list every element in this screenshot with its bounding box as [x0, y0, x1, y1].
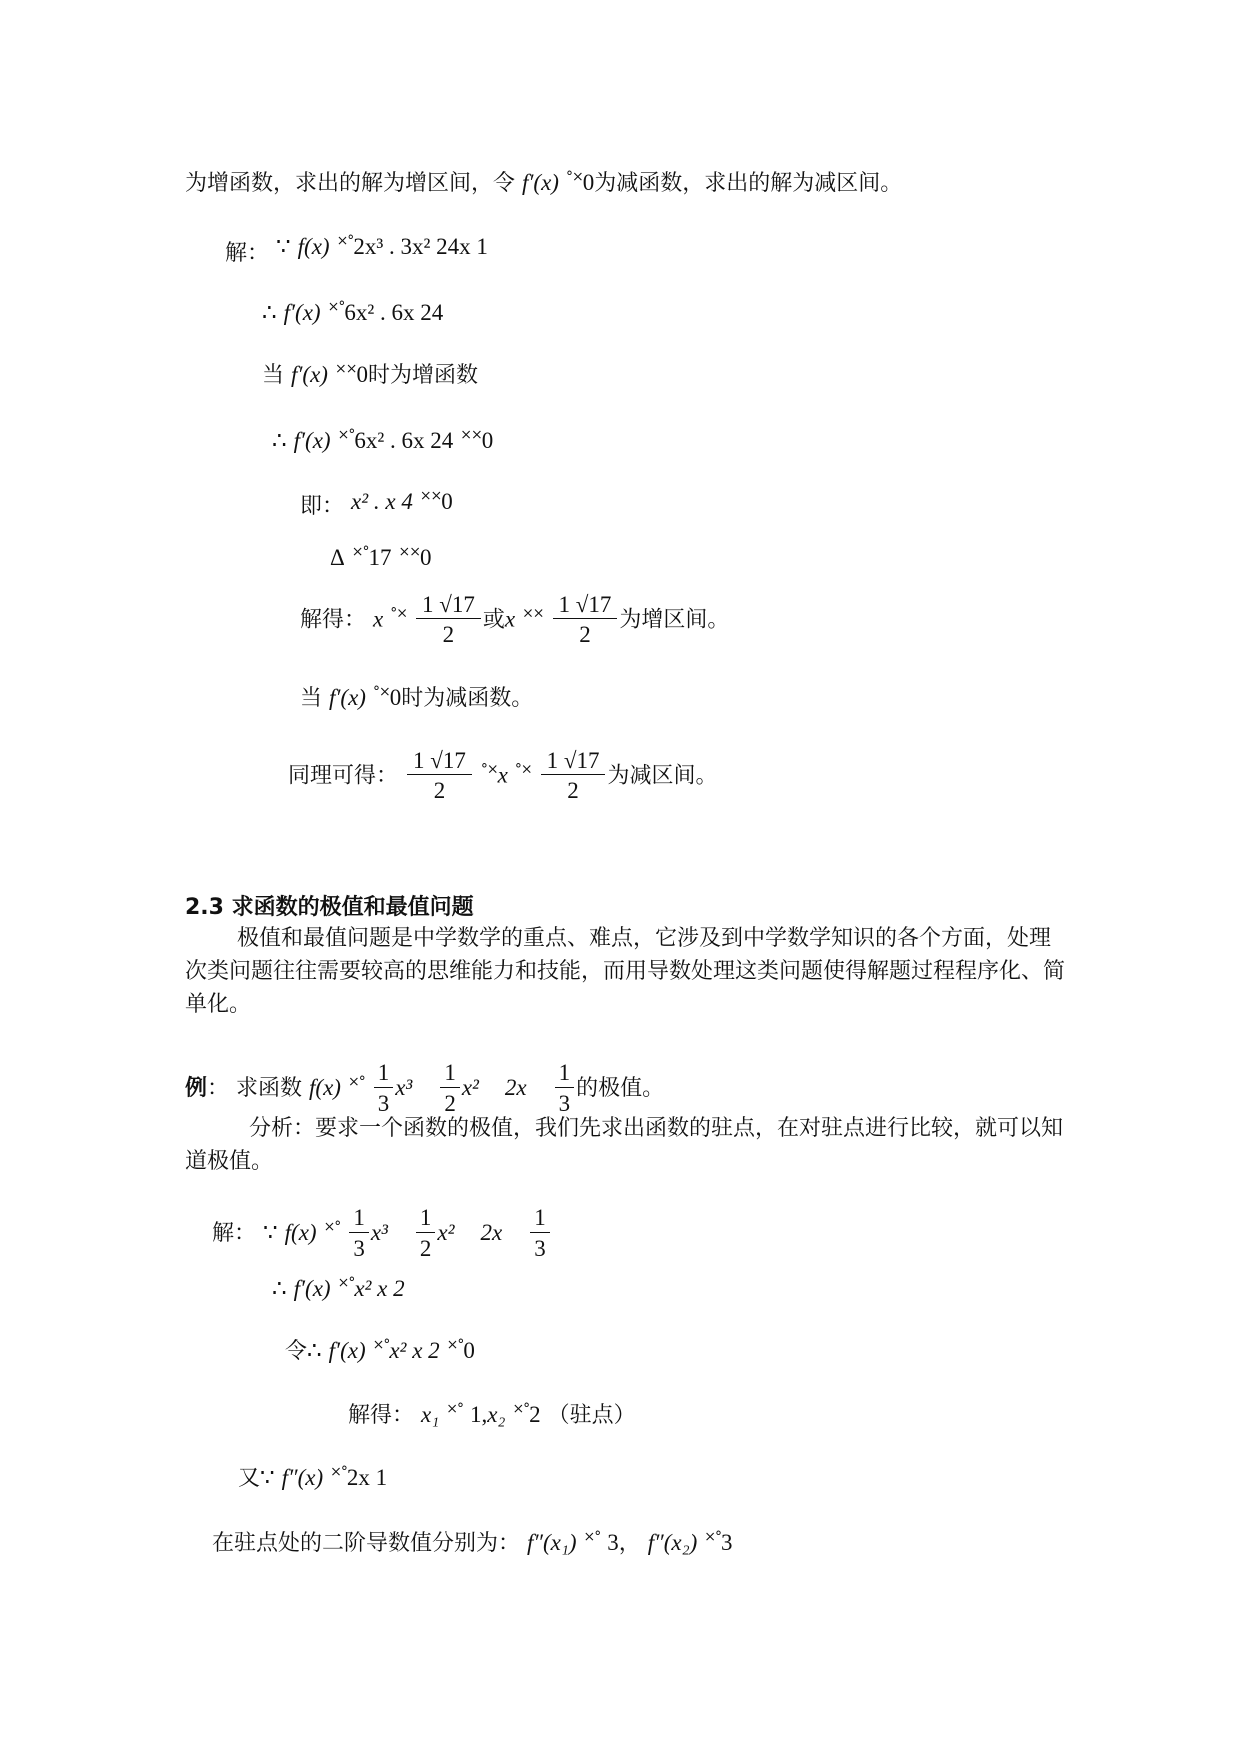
- frac-numerator: 1: [349, 1205, 369, 1233]
- sol1-line-5: [300, 488, 453, 519]
- intro-line: [185, 170, 902, 195]
- example-post: 的极值。: [576, 1075, 665, 1101]
- example-line: [185, 1060, 664, 1118]
- sol1-l8-rest: 0: [389, 685, 402, 710]
- sol2-l6-pre: 在驻点处的二阶导数值分别为：: [212, 1531, 521, 1556]
- frac-numerator: 1 √17: [407, 748, 472, 775]
- sol1-line-9: [288, 748, 717, 805]
- frac-numerator: 1: [555, 1060, 575, 1088]
- sol2-l1-term-2: x²: [437, 1219, 455, 1245]
- sol2-l1-term-1: x³: [370, 1219, 388, 1245]
- sol1-line-8: [300, 685, 533, 710]
- sol2-l1-expr: f(x): [284, 1219, 317, 1245]
- sol1-l4-rest: 6x² . 6x 24: [354, 428, 454, 453]
- sol2-l5-expr: f″(x): [281, 1465, 324, 1490]
- sol1-l5-glyph: ××: [419, 488, 442, 504]
- because-symbol: ∵: [276, 234, 291, 259]
- sol1-l2-rest: 6x² . 6x 24: [344, 300, 444, 325]
- sol2-l5-pre: 又: [238, 1466, 261, 1491]
- sol1-l7-pre: 解得：: [300, 607, 367, 633]
- sol2-l3-rest2: 0: [463, 1338, 475, 1363]
- sol1-l4-glyph-1: ×°: [337, 427, 355, 443]
- frac-denominator: 2: [419, 1236, 432, 1262]
- sol2-pre: 解：: [212, 1220, 257, 1246]
- sol2-l4-x1: x₁: [421, 1402, 440, 1427]
- sol2-l3-pre: 令: [285, 1339, 308, 1364]
- example-term-3: 2x: [504, 1074, 527, 1100]
- because-symbol: ∵: [263, 1219, 278, 1245]
- sol2-l6-glyph-1: ×°: [583, 1529, 601, 1545]
- sol1-l6-rest: 0: [420, 545, 432, 570]
- frac-denominator: 2: [444, 1091, 456, 1117]
- frac-denominator: 3: [534, 1236, 546, 1262]
- sol2-l3-expr: f′(x): [328, 1338, 366, 1363]
- sol1-l6-glyph-1: ×°: [351, 544, 369, 560]
- sol1-expr: f(x): [297, 234, 330, 259]
- sol2-l6-e1: f″(x₁): [527, 1530, 577, 1555]
- sol2-line-5: [238, 1465, 387, 1490]
- sol1-rest: 2x³ . 3x² 24x 1: [353, 234, 488, 259]
- sol1-l6-val: 17: [368, 545, 392, 570]
- sol1-l9-x: x: [497, 762, 508, 788]
- sol1-l7-or: 或: [482, 607, 505, 633]
- analysis-paragraph: 分析：要求一个函数的极值，我们先求出函数的驻点，在对驻点进行比较，就可以知道极值。: [185, 1116, 1064, 1174]
- example-frac-3: [555, 1060, 575, 1118]
- sol2-l6-v1: 3: [607, 1530, 619, 1555]
- sol1-l3-rest: 0: [356, 362, 368, 387]
- sol1-l7-glyph-2: ××: [522, 605, 544, 622]
- sol1-l7-x2: x: [504, 606, 516, 632]
- example-frac-1: [374, 1060, 394, 1118]
- sol1-l9-frac-2: [541, 748, 606, 805]
- sol2-l6-v2: 3: [721, 1530, 733, 1555]
- section-paragraph: 极值和最值问题是中学数学的重点、难点，它涉及到中学数学知识的各个方面，处理次类问题往往需要较高的思维能力和技能，而用导数处理这类问题使得解题过程程序化、简单化。: [185, 926, 1066, 1017]
- sol1-l9-glyph-1: °×: [480, 761, 498, 778]
- therefore-symbol: ∴: [307, 1338, 322, 1363]
- sol2-l1-term-3: 2x: [480, 1219, 503, 1245]
- therefore-symbol: ∴: [272, 1276, 287, 1301]
- sol1-l3-post: 时为增函数: [367, 363, 478, 388]
- sol2-line-1: [212, 1205, 552, 1263]
- sol1-l9-pre: 同理可得：: [288, 763, 399, 789]
- sol2-line-4: [348, 1402, 636, 1427]
- sol1-l8-post: 时为减函数。: [401, 686, 534, 711]
- sol1-line-6: [330, 545, 432, 570]
- sol1-l5-pre: 即：: [300, 494, 345, 519]
- sol1-l8-expr: f′(x): [329, 685, 366, 710]
- example-expr: f(x): [309, 1074, 341, 1100]
- sol2-line-3: [285, 1338, 475, 1363]
- frac-numerator: 1: [530, 1205, 550, 1233]
- example-pre: 求函数: [236, 1075, 303, 1101]
- sol1-l7-x: x: [373, 606, 384, 632]
- sol1-l9-post: 为减区间。: [607, 763, 718, 789]
- sol2-l4-x2: x₂: [487, 1402, 506, 1427]
- sol2-l1-frac-2: [416, 1205, 436, 1263]
- example-label: 例: [185, 1075, 208, 1101]
- sol2-l4-post: （驻点）: [547, 1403, 636, 1428]
- sol2-l4-glyph-1: ×°: [446, 1401, 463, 1417]
- sol1-l9-glyph-2: °×: [514, 761, 532, 778]
- sol1-l7-frac-1: [416, 592, 481, 649]
- sol1-l9-frac-1: [407, 748, 472, 805]
- frac-denominator: 2: [579, 622, 591, 648]
- example-term-1: x³: [395, 1074, 413, 1100]
- section-heading: 2.3 求函数的极值和最值问题: [185, 895, 474, 920]
- frac-denominator: 3: [377, 1091, 390, 1117]
- sol1-line-7: [300, 592, 729, 649]
- intro-text-2: 为减函数，求出的解为减区间。: [594, 171, 903, 196]
- sol1-l7-glyph-1: °×: [390, 605, 407, 622]
- sol2-line-6: [212, 1530, 733, 1555]
- sol1-l5-rest: x² . x 4: [351, 489, 413, 514]
- sol2-l4-rest1: 1,: [469, 1402, 488, 1427]
- example-frac-2: [440, 1060, 460, 1118]
- sol2-l6-e2: f″(x₂): [647, 1530, 698, 1555]
- sol1-l4-glyph-2: ××: [460, 427, 482, 443]
- frac-denominator: 2: [567, 778, 579, 804]
- sol1-line-1: [225, 233, 488, 266]
- sol2-l1-frac-1: [349, 1205, 369, 1263]
- frac-numerator: 1: [440, 1060, 460, 1088]
- intro-expr: f′(x): [522, 170, 559, 195]
- delta-symbol: Δ: [330, 545, 345, 570]
- intro-zero: 0: [582, 170, 595, 195]
- frac-denominator: 2: [433, 778, 446, 804]
- example-term-2: x²: [461, 1074, 479, 1100]
- sol2-l5-glyph: ×°: [330, 1464, 347, 1480]
- sol1-line-4: [272, 428, 493, 453]
- frac-numerator: 1 √17: [553, 592, 618, 619]
- intro-text-1: 为增函数，求出的解为增区间，令: [185, 171, 516, 196]
- sol1-l6-glyph-2: ××: [398, 544, 420, 560]
- sol1-l3-glyph: ××: [334, 361, 357, 377]
- sol2-l5-rest: 2x 1: [346, 1465, 388, 1490]
- sol1-l2-expr: f′(x): [283, 300, 321, 325]
- sol2-l3-rest: x² x 2: [389, 1338, 440, 1363]
- sol2-l6-glyph-2: ×°: [704, 1529, 721, 1545]
- sol1-l8-glyph: °×: [372, 684, 390, 700]
- example-glyph: ×°: [347, 1073, 365, 1090]
- sol1-l7-frac-2: [553, 592, 618, 649]
- therefore-symbol: ∴: [262, 300, 277, 325]
- sol1-label: 解：: [225, 241, 270, 266]
- frac-denominator: 3: [558, 1091, 571, 1117]
- sol1-line-2: [262, 300, 443, 325]
- sol1-line-3: [262, 362, 478, 387]
- frac-numerator: 1 √17: [416, 592, 481, 619]
- sol2-l1-frac-3: [530, 1205, 550, 1263]
- sol2-l2-glyph: ×°: [337, 1275, 355, 1291]
- sol2-l4-glyph-2: ×°: [512, 1401, 530, 1417]
- because-symbol: ∵: [260, 1465, 275, 1490]
- example-colon: ：: [207, 1075, 230, 1101]
- therefore-symbol: ∴: [272, 428, 287, 453]
- frac-numerator: 1: [374, 1060, 394, 1088]
- sol1-glyph: ×°: [336, 233, 354, 249]
- sol2-l2-rest: x² x 2: [354, 1276, 405, 1301]
- sol2-l4-rest2: 2: [529, 1402, 541, 1427]
- sol2-l4-pre: 解得：: [348, 1403, 415, 1428]
- frac-denominator: 2: [442, 622, 455, 648]
- sol2-l3-glyph-2: ×°: [446, 1337, 464, 1353]
- frac-numerator: 1: [416, 1205, 436, 1233]
- frac-numerator: 1 √17: [541, 748, 606, 775]
- sol2-line-2: [272, 1276, 405, 1301]
- sol2-l3-glyph-1: ×°: [372, 1337, 390, 1353]
- sol1-l7-post: 为增区间。: [619, 607, 730, 633]
- intro-glyph: °×: [565, 169, 583, 185]
- sol2-l6-sep: ，: [618, 1531, 641, 1556]
- sol2-l1-glyph: ×°: [323, 1218, 341, 1235]
- sol1-l2-glyph: ×°: [327, 299, 345, 315]
- sol1-l4-rest2: 0: [481, 428, 494, 453]
- sol1-l3-expr: f′(x): [291, 362, 328, 387]
- sol1-l4-expr: f′(x): [293, 428, 331, 453]
- sol2-l2-expr: f′(x): [293, 1276, 331, 1301]
- sol1-l5-rest2: 0: [441, 489, 453, 514]
- sol1-l3-pre: 当: [262, 363, 285, 388]
- sol1-l8-pre: 当: [300, 686, 323, 711]
- frac-denominator: 3: [353, 1236, 365, 1262]
